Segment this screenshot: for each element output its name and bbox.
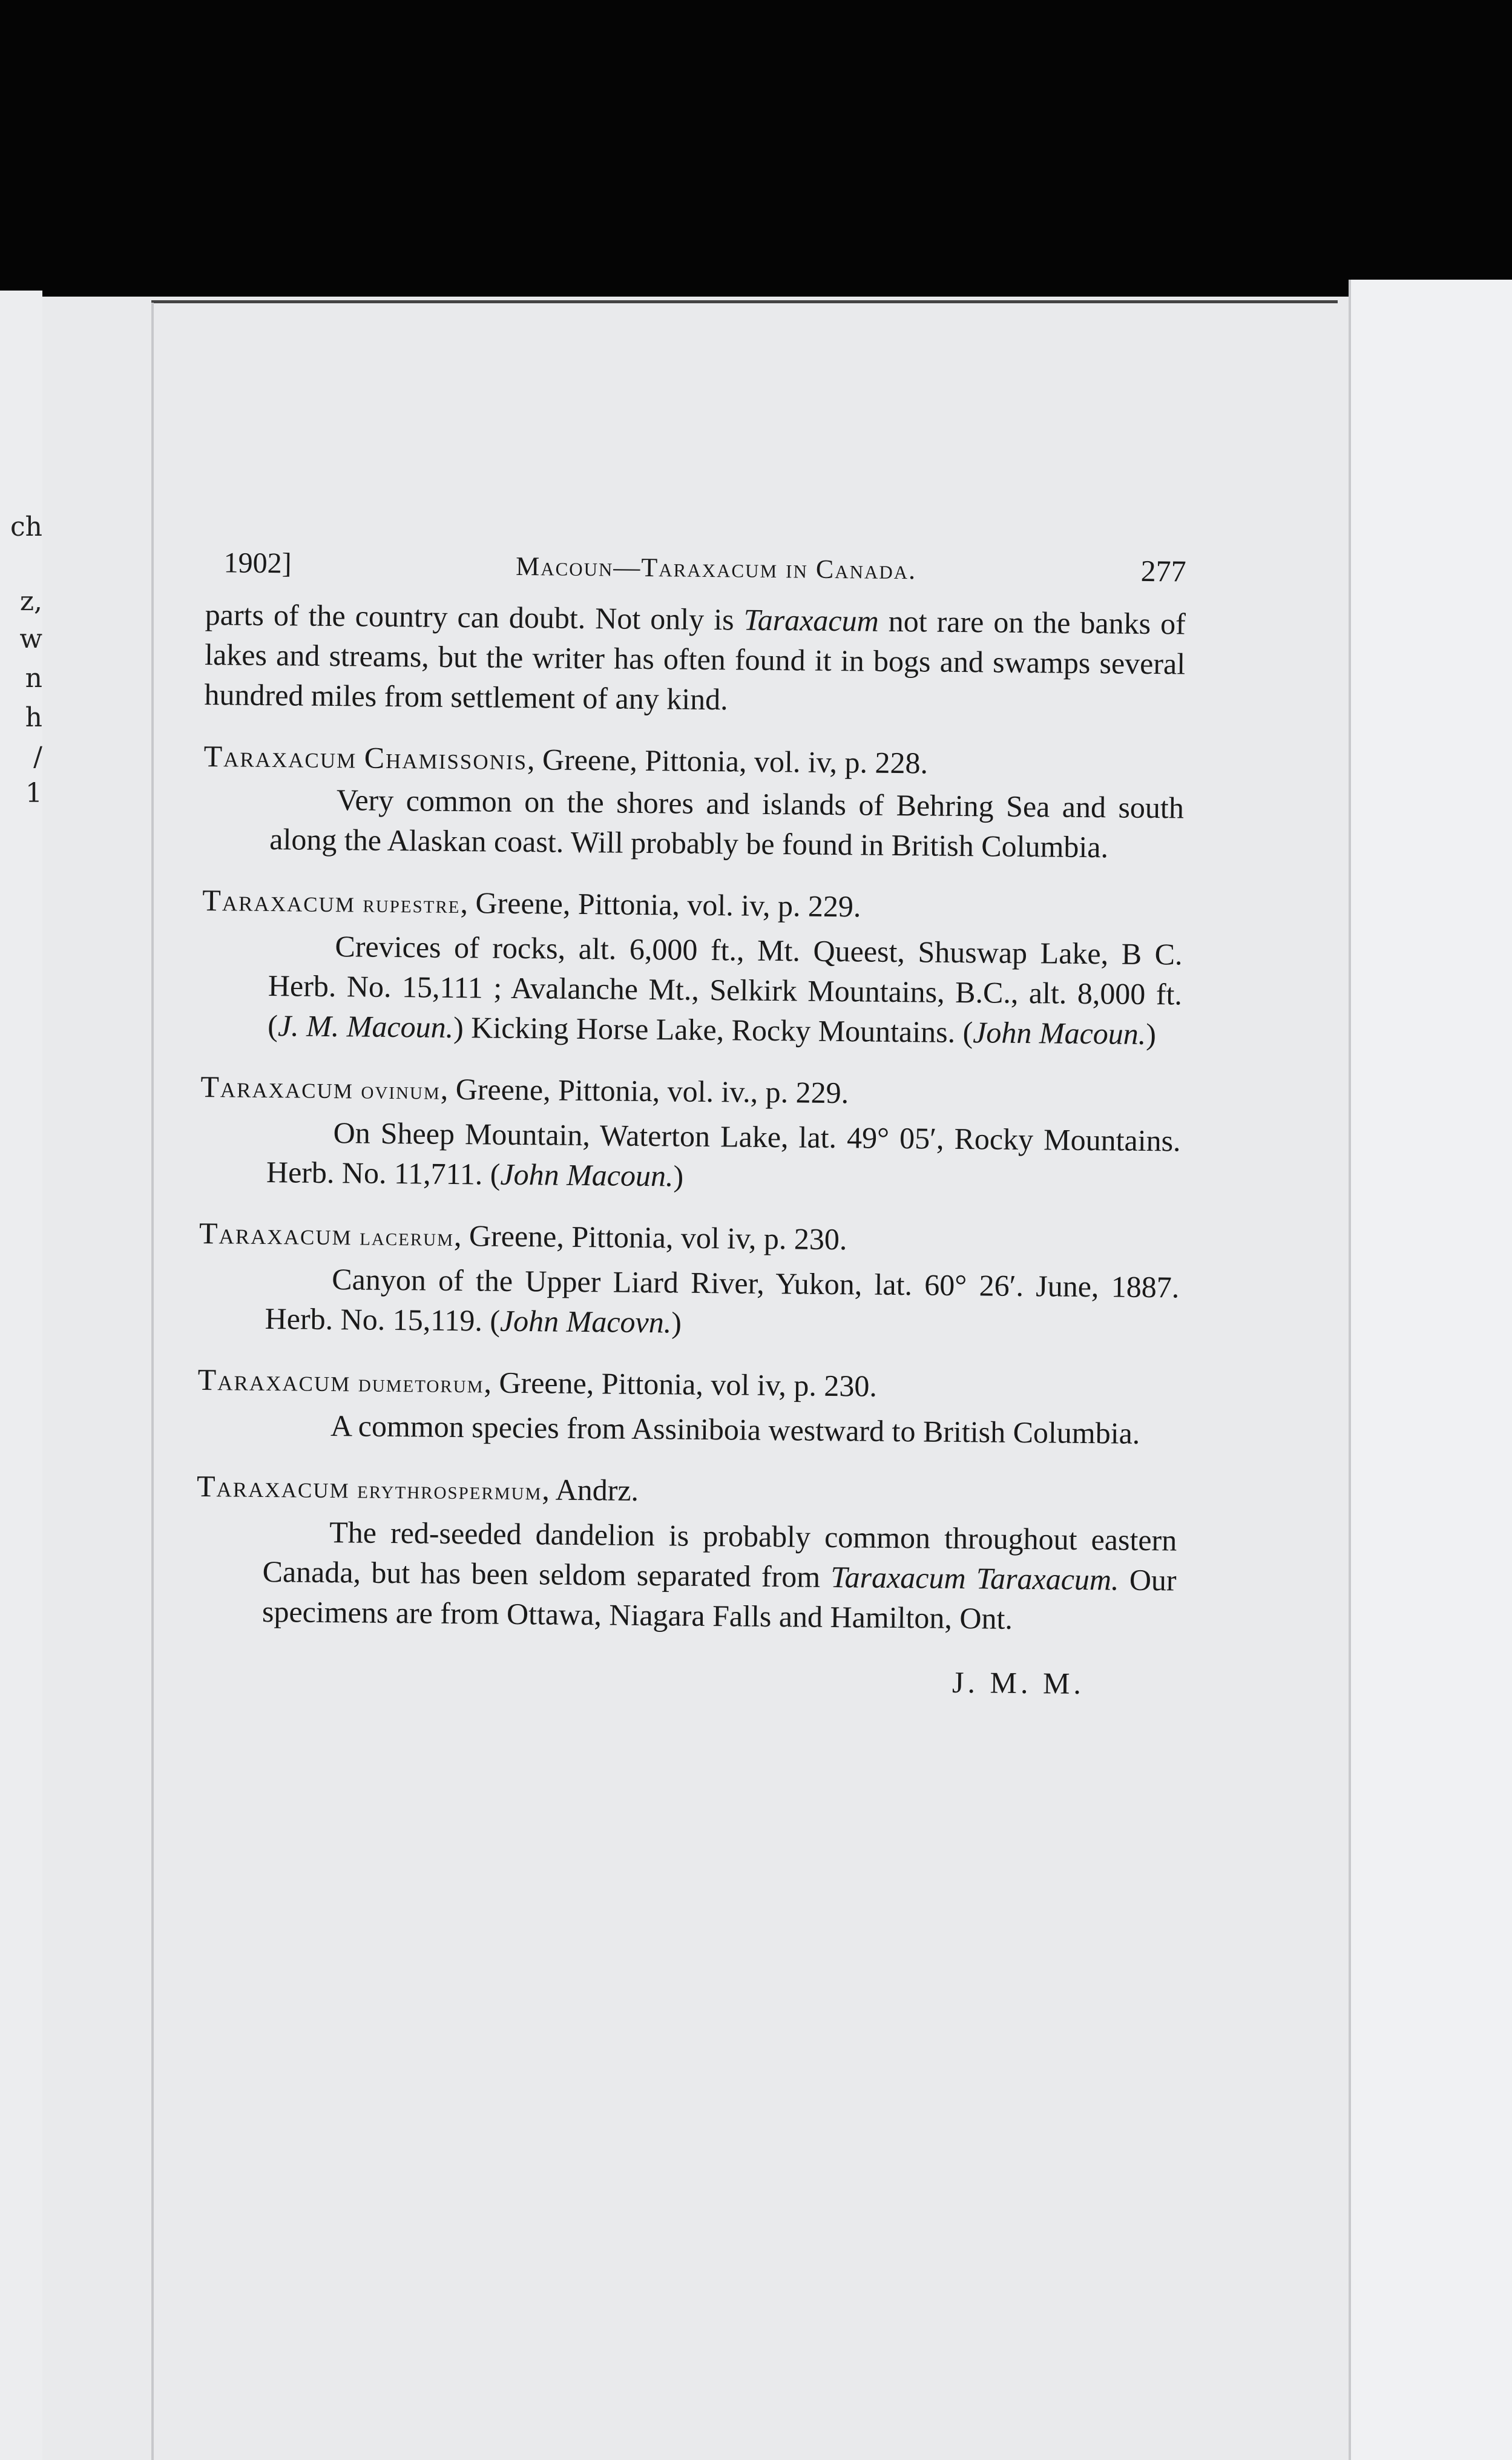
description-text: ) xyxy=(1146,1016,1157,1051)
species-description xyxy=(265,1258,1179,1347)
margin-fragment: / xyxy=(33,742,42,772)
description-text: Canyon of the Upper Liard River, Yukon, lat. 60° 26′. June, 1887. Herb. No. 15,119. ( xyxy=(265,1262,1180,1338)
species-epithet: dumetorum xyxy=(358,1369,484,1399)
species-heading xyxy=(200,1067,1182,1119)
species-description xyxy=(266,1112,1181,1200)
citation: , Greene, Pittonia, vol iv, p. 230. xyxy=(453,1218,847,1257)
margin-fragment: z, xyxy=(19,586,42,617)
margin-fragment: w xyxy=(19,623,42,654)
intro-text: parts of the country can doubt. Not only is xyxy=(205,597,744,637)
citation: , Greene, Pittonia, vol iv, p. 230. xyxy=(484,1365,878,1403)
page-gutter-edge xyxy=(151,303,154,2460)
margin-fragment: ch xyxy=(10,511,42,542)
collector-name: John Macovn. xyxy=(499,1303,672,1340)
species-epithet: Chamissonis xyxy=(364,740,528,777)
species-description: Very common on the shores and islands of Behring Sea and south along the Alaskan coast. Will probably be found in British Columbia. xyxy=(269,783,1185,864)
running-head-year: 1902] xyxy=(223,547,292,580)
page-fore-edge xyxy=(1349,280,1512,2460)
species-name-italic: Taraxacum Taraxacum. xyxy=(830,1559,1119,1597)
species-heading xyxy=(197,1466,1178,1518)
description-text: The red-seeded dandelion is probably common throughout eastern Canada, but has been seldom separated from xyxy=(262,1515,1177,1594)
intro-paragraph xyxy=(204,594,1186,724)
citation: , Andrz. xyxy=(542,1472,639,1507)
margin-fragment: n xyxy=(25,663,42,694)
genus-name: Taraxacum xyxy=(197,1362,351,1398)
species-description xyxy=(268,926,1183,1054)
adjacent-page-edge xyxy=(0,291,42,2460)
description-text: On Sheep Mountain, Waterton Lake, lat. 49° 05′, Rocky Mountains. Herb. No. 11,711. ( xyxy=(266,1116,1181,1191)
species-epithet: erythrospermum xyxy=(357,1476,542,1506)
species-heading xyxy=(199,1213,1180,1265)
species-heading xyxy=(202,880,1183,932)
species-epithet: ovinum xyxy=(361,1076,441,1105)
species-epithet: rupestre xyxy=(363,890,461,919)
author-initials: J. M. M. xyxy=(952,1665,1085,1701)
running-head-title: Macoun—Taraxacum in Canada. xyxy=(515,551,917,585)
citation: , Greene, Pittonia, vol. iv, p. 228. xyxy=(527,742,929,780)
description-text: ) Kicking Horse Lake, Rocky Mountains. ( xyxy=(453,1010,973,1050)
genus-name: Taraxacum xyxy=(196,1468,350,1505)
description-text: Crevices of rocks, alt. 6,000 ft., Mt. Queest, Shuswap Lake, B C. Herb. No. 15,111 ; Avalanche Mt., Selkirk Mountains, B.C., alt. 8,000 ft. ( xyxy=(268,929,1183,1043)
citation: , Greene, Pittonia, vol. iv., p. 229. xyxy=(440,1071,849,1110)
collector-name: John Macoun. xyxy=(500,1157,674,1193)
species-epithet: lacerum xyxy=(360,1223,455,1252)
running-head xyxy=(205,542,1186,593)
page-text xyxy=(195,542,1186,1704)
species-heading xyxy=(203,736,1185,786)
genus-name: Taraxacum xyxy=(200,1069,354,1105)
page-number: 277 xyxy=(1140,553,1186,588)
margin-fragment: 1 xyxy=(25,778,42,809)
genus-name: Taraxacum xyxy=(203,738,357,775)
citation: , Greene, Pittonia, vol. iv, p. 229. xyxy=(460,886,861,924)
collector-name: J. M. Macoun. xyxy=(277,1008,454,1044)
margin-fragment: h xyxy=(25,702,42,733)
description-text: Our specimens are from Ottawa, Niagara Falls and Hamilton, Ont. xyxy=(261,1562,1177,1636)
genus-name: Taraxacum xyxy=(202,883,356,919)
description-text: ) xyxy=(673,1159,684,1193)
species-description xyxy=(262,1511,1177,1640)
intro-text: not rare on the banks of lakes and streams, but the writer has often found it in bogs and swamps several hundred miles from settlement of any kind. xyxy=(204,603,1186,717)
genus-name: Taraxacum xyxy=(199,1215,353,1252)
collector-name: John Macoun. xyxy=(973,1015,1146,1051)
description-text: ) xyxy=(671,1305,682,1340)
species-description: A common species from Assiniboia westward to British Columbia. xyxy=(330,1409,1140,1450)
species-heading xyxy=(197,1360,1178,1412)
page-top-edge xyxy=(151,300,1338,303)
intro-italic: Taraxacum xyxy=(743,602,879,638)
